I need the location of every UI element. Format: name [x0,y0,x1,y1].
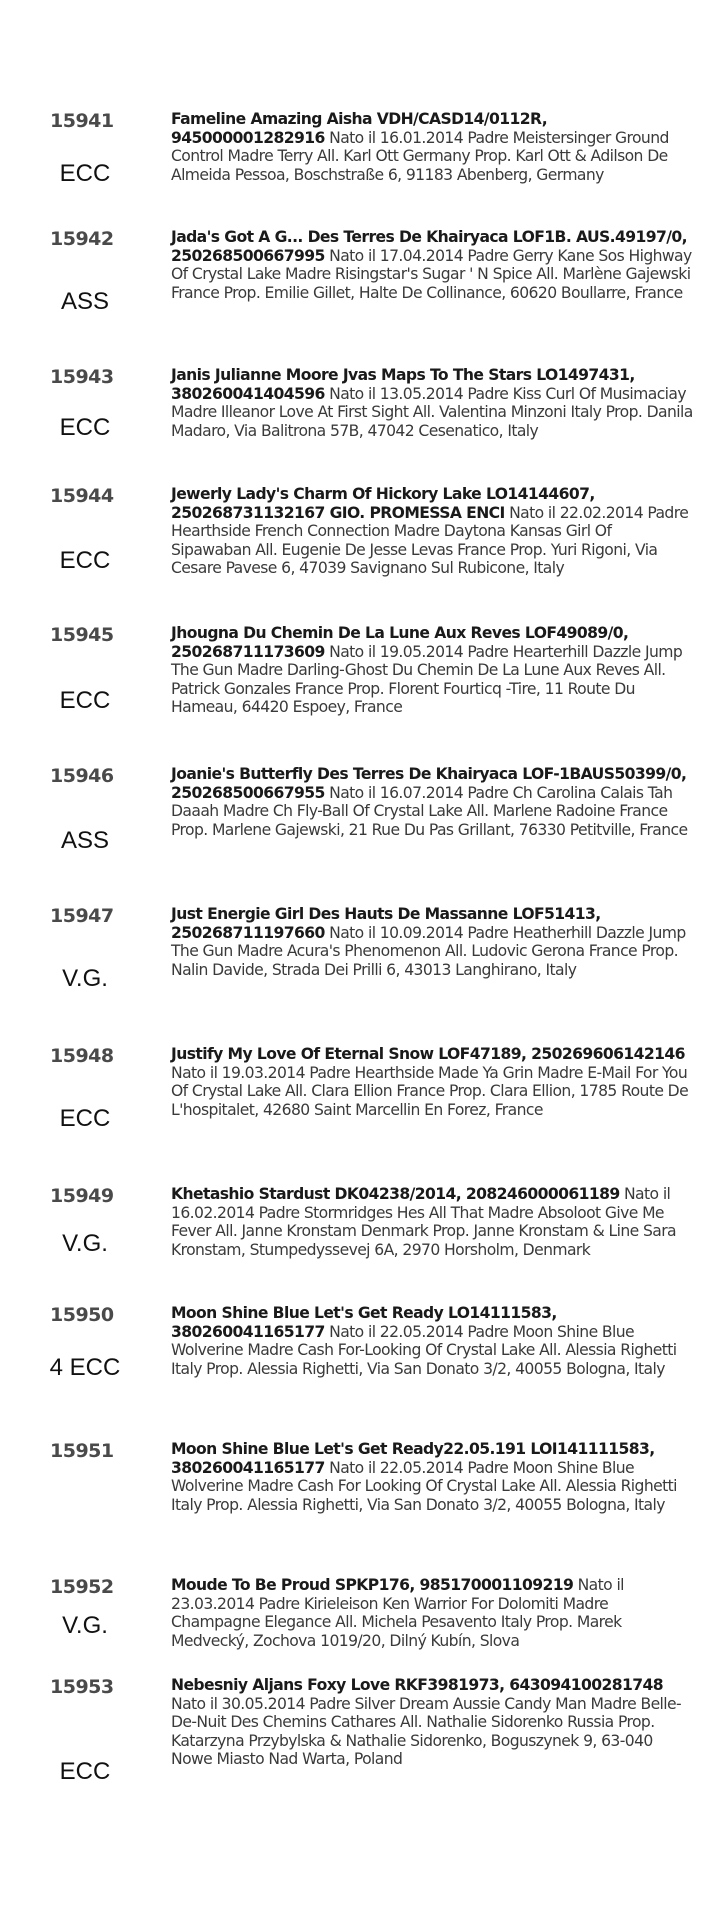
entry-text [171,1440,693,1514]
entry-text [171,1304,693,1378]
entry-text [171,624,693,717]
dog-details: Nato il 16.02.2014 Padre Stormridges Hes All That Madre Absoloot Give Me Fever All. Janne Kronstam Denmark Prop. Janne Kronstam & Line Sara Kronstam, Stumpedyssevej 6A, 2970 Horsholm, Denmark [171,1185,676,1259]
entry-number: 15950 [50,1304,114,1326]
entry-grade: V.G. [62,965,108,992]
entry-grade: ECC [59,547,111,574]
entry-text [171,1045,693,1119]
entry-grade: ECC [59,414,111,441]
dog-details: Nato il 22.05.2014 Padre Moon Shine Blue Wolverine Madre Cash For Looking Of Crystal Lake All. Alessia Righetti Italy Prop. Alessia Righetti, Via San Donato 3/2, 40055 Bologna, Italy [171,1458,677,1514]
dog-details: Nato il 23.03.2014 Padre Kirieleison Ken Warrior For Dolomiti Madre Champagne Elegance All. Michela Pesavento Italy Prop. Marek Medvecký, Zochova 1019/20, Dilný Kubín, Slova [171,1576,624,1650]
entry-text [171,485,693,578]
entry-number: 15949 [50,1185,114,1207]
entry-grade: ECC [59,687,111,714]
entry-text [171,228,693,302]
entry-grade: ASS [60,827,110,854]
entry-number: 15945 [50,624,114,646]
entry-number: 15947 [50,905,114,927]
entry-text [171,110,693,184]
entry-text [171,1185,693,1259]
dog-details: Nato il 17.04.2014 Padre Gerry Kane Sos Highway Of Crystal Lake Madre Risingstar's Sugar ' N Spice All. Marlène Gajewski France Prop. Emilie Gillet, Halte De Collinance, 60620 Boullarre, France [171,246,692,302]
dog-name: Jewerly Lady's Charm Of Hickory Lake LO14144607, 250268731132167 GIO. PROMESSA ENCI [171,485,595,522]
entry-grade: 4 ECC [49,1354,121,1381]
dog-details: Nato il 22.02.2014 Padre Hearthside French Connection Madre Daytona Kansas Girl Of Sipawaban All. Eugenie De Jesse Levas France Prop. Yuri Rigoni, Via Cesare Pavese 6, 47039 Savignano Sul Rubicone, Italy [171,503,689,578]
entry-grade: V.G. [62,1230,108,1257]
dog-name: Jhougna Du Chemin De La Lune Aux Reves LOF49089/0, 250268711173609 [171,624,629,661]
entry-number: 15951 [50,1440,114,1462]
entry-grade: ECC [59,1758,111,1785]
dog-name: Fameline Amazing Aisha VDH/CASD14/0112R, 945000001282916 [171,110,548,147]
entry-number: 15952 [50,1576,114,1598]
dog-details: Nato il 19.05.2014 Padre Hearterhill Dazzle Jump The Gun Madre Darling-Ghost Du Chemin De La Lune Aux Reves All. Patrick Gonzales France Prop. Florent Fourticq -Tire, 11 Route Du Hameau, 64420 Espoey, France [171,642,683,717]
entry-text [171,366,693,440]
dog-name: Just Energie Girl Des Hauts De Massanne LOF51413, 250268711197660 [171,905,601,942]
entry-text [171,905,693,979]
entry-text [171,1676,693,1769]
dog-name: Joanie's Butterfly Des Terres De Khairyaca LOF-1BAUS50399/0, 250268500667955 [171,765,687,802]
dog-name: Nebesniy Aljans Foxy Love RKF3981973, 643094100281748 [171,1676,663,1694]
dog-details: Nato il 22.05.2014 Padre Moon Shine Blue Wolverine Madre Cash For-Looking Of Crystal Lake All. Alessia Righetti Italy Prop. Alessia Righetti, Via San Donato 3/2, 40055 Bologna, Italy [171,1322,677,1378]
dog-details: Nato il 30.05.2014 Padre Silver Dream Aussie Candy Man Madre Belle-De-Nuit Des Chemins Cathares All. Nathalie Sidorenko Russia Prop. Katarzyna Przybylska & Nathalie Sidorenko, Boguszynek 9, 63-040 Nowe Miasto Nad Warta, Poland [171,1694,682,1769]
dog-details: Nato il 13.05.2014 Padre Kiss Curl Of Musimaciay Madre Illeanor Love At First Sight All. Valentina Minzoni Italy Prop. Danila Madaro, Via Balitrona 57B, 47042 Cesenatico, Italy [171,384,693,440]
dog-name: Moon Shine Blue Let's Get Ready22.05.191 LOI141111583, 380260041165177 [171,1440,655,1477]
entry-number: 15941 [50,110,114,132]
dog-name: Jada's Got A G... Des Terres De Khairyaca LOF1B. AUS.49197/0, 250268500667995 [171,228,687,265]
entry-grade: ECC [59,160,111,187]
entry-number: 15946 [50,765,114,787]
entry-number: 15942 [50,228,114,250]
entry-number: 15953 [50,1676,114,1698]
dog-details: Nato il 19.03.2014 Padre Hearthside Made Ya Grin Madre E-Mail For You Of Crystal Lake All. Clara Ellion France Prop. Clara Ellion, 1785 Route De L'hospitalet, 42680 Saint Marcellin En Forez, France [171,1063,689,1119]
entry-number: 15948 [50,1045,114,1067]
entry-grade: ECC [59,1105,111,1132]
entry-text [171,1576,693,1650]
dog-name: Khetashio Stardust DK04238/2014, 208246000061189 [171,1185,620,1203]
entry-text [171,765,693,839]
dog-name: Moon Shine Blue Let's Get Ready LO14111583, 380260041165177 [171,1304,557,1341]
dog-name: Justify My Love Of Eternal Snow LOF47189, 250269606142146 [171,1045,685,1063]
dog-details: Nato il 10.09.2014 Padre Heatherhill Dazzle Jump The Gun Madre Acura's Phenomenon All. Ludovic Gerona France Prop. Nalin Davide, Strada Dei Prilli 6, 43013 Langhirano, Italy [171,923,686,979]
dog-name: Janis Julianne Moore Jvas Maps To The Stars LO1497431, 380260041404596 [171,366,635,403]
entry-number: 15943 [50,366,114,388]
entry-number: 15944 [50,485,114,507]
dog-details: Nato il 16.01.2014 Padre Meistersinger Ground Control Madre Terry All. Karl Ott Germany Prop. Karl Ott & Adilson De Almeida Pessoa, Boschstraße 6, 91183 Abenberg, Germany [171,128,669,184]
dog-name: Moude To Be Proud SPKP176, 985170001109219 [171,1576,574,1594]
dog-details: Nato il 16.07.2014 Padre Ch Carolina Calais Tah Daaah Madre Ch Fly-Ball Of Crystal Lake All. Marlene Radoine France Prop. Marlene Gajewski, 21 Rue Du Pas Grillant, 76330 Petitville, France [171,783,688,839]
entry-grade: ASS [60,288,110,315]
entry-grade: V.G. [62,1612,108,1639]
